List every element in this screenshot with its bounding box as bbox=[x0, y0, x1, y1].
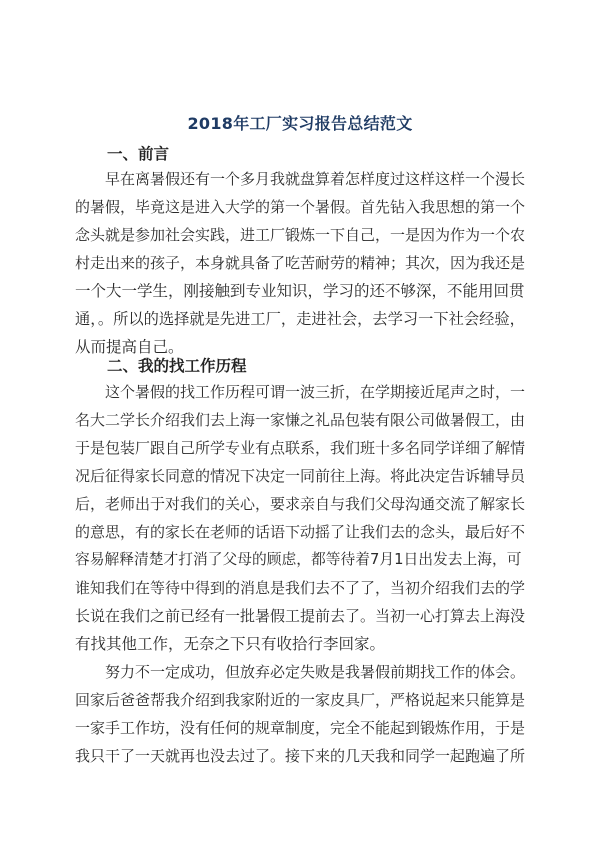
paragraph-line: 后，老师出于对我们的关心，要求亲自与我们父母沟通交流了解家长 bbox=[75, 495, 526, 513]
paragraph-line: 一个大一学生，刚接触到专业知识，学习的还不够深，不能用回贯 bbox=[75, 282, 525, 300]
paragraph-line: 有找其他工作，无奈之下只有收拾行李回家。 bbox=[75, 635, 386, 653]
paragraph-line: 通，。所以的选择就是先进工厂，走进社会，去学习一下社会经验， bbox=[75, 310, 525, 328]
paragraph-line: 的意思，有的家长在老师的话语下动摇了让我们去的念头，最后好不 bbox=[75, 523, 526, 541]
paragraph-line: 念头就是参加社会实践，进工厂锻炼一下自己，一是因为作为一个农 bbox=[75, 226, 526, 244]
paragraph-line: 从而提高自己。 bbox=[75, 338, 184, 356]
section-heading-job-search: 二、我的找工作历程 bbox=[107, 357, 247, 375]
paragraph-line: 的暑假，毕竟这是进入大学的第一个暑假。首先钻入我思想的第一个 bbox=[75, 198, 526, 216]
paragraph-line: 谁知我们在等待中得到的消息是我们去不了了，当初介绍我们去的学 bbox=[75, 579, 526, 597]
section-heading-preface: 一、前言 bbox=[107, 145, 170, 163]
paragraph-line: 容易解释清楚才打消了父母的顾虑，都等待着7月1日出发去上海，可 bbox=[75, 551, 522, 568]
paragraph-line: 努力不一定成功，但放弃必定失败是我暑假前期找工作的体会。 bbox=[105, 663, 526, 681]
paragraph-line: 名大二学长介绍我们去上海一家慊之礼品包装有限公司做暑假工，由 bbox=[75, 411, 526, 429]
paragraph-line: 我只干了一天就再也没去过了。接下来的几天我和同学一起跑遍了所 bbox=[75, 747, 526, 765]
paragraph-line: 回家后爸爸帮我介绍到我家附近的一家皮具厂，严格说起来只能算是 bbox=[75, 691, 526, 709]
paragraph-line: 长说在我们之前已经有一批暑假工提前去了。当初一心打算去上海没 bbox=[75, 607, 526, 625]
paragraph-line: 村走出来的孩子，本身就具备了吃苦耐劳的精神；其次，因为我还是 bbox=[75, 254, 526, 272]
paragraph-line: 一家手工作坊，没有任何的规章制度，完全不能起到锻炼作用，于是 bbox=[75, 719, 526, 737]
paragraph-line: 况后征得家长同意的情况下决定一同前往上海。将此决定告诉辅导员 bbox=[75, 467, 526, 485]
document-title: 2018年工厂实习报告总结范文 bbox=[187, 114, 413, 133]
paragraph-line: 于是包装厂跟自己所学专业有点联系，我们班十多名同学详细了解情 bbox=[75, 439, 526, 457]
paragraph-line: 早在离暑假还有一个多月我就盘算着怎样度过这样这样一个漫长 bbox=[105, 170, 526, 188]
paragraph-line: 这个暑假的找工作历程可谓一波三折，在学期接近尾声之时，一 bbox=[105, 383, 526, 401]
